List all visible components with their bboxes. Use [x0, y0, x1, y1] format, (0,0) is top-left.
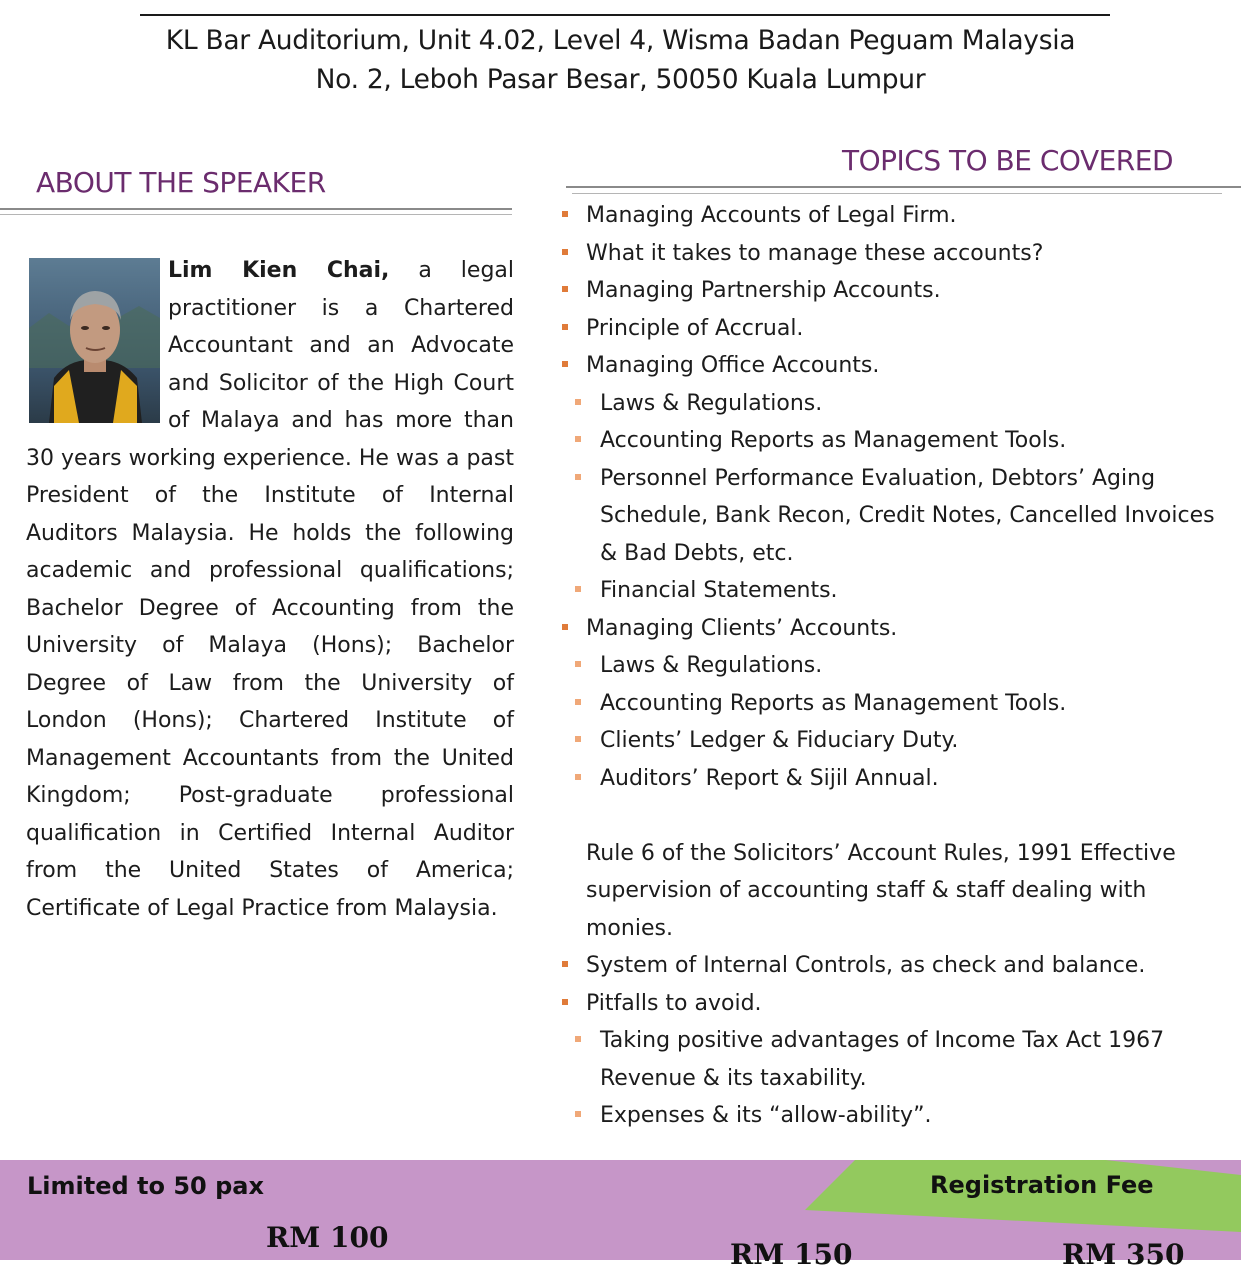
limited-pax-label: Limited to 50 pax	[27, 1172, 264, 1200]
bullet-icon	[575, 661, 581, 667]
topics-heading: TOPICS TO BE COVERED	[842, 144, 1174, 177]
topic-item: Pitfalls to avoid.	[560, 985, 1230, 1023]
topic-subitem: Clients’ Ledger & Fiduciary Duty.	[560, 722, 1230, 760]
top-divider	[140, 14, 1110, 16]
bullet-icon	[575, 1111, 581, 1117]
bullet-icon	[575, 399, 581, 405]
price-1: RM 100	[266, 1221, 389, 1254]
topics-list	[560, 197, 1230, 1135]
topic-subitem: Financial Statements.	[560, 572, 1230, 610]
topic-item: Managing Office Accounts.	[560, 347, 1230, 385]
topic-subitem: Expenses & its “allow-ability”.	[560, 1097, 1230, 1135]
about-divider-thin	[0, 214, 512, 215]
topic-subitem: Taking positive advantages of Income Tax Act 1967 Revenue & its taxability.	[560, 1022, 1230, 1097]
venue-line-2: No. 2, Leboh Pasar Besar, 50050 Kuala Lumpur	[315, 64, 926, 95]
topic-item: Managing Partnership Accounts.	[560, 272, 1230, 310]
bullet-icon	[575, 1036, 581, 1042]
topic-subitem: Accounting Reports as Management Tools.	[560, 422, 1230, 460]
speaker-photo	[29, 258, 160, 423]
bullet-icon	[575, 699, 581, 705]
speaker-bio-text: a legal practitioner is a Chartered Accountant and an Advocate and Solicitor of the High Court of Malaya and has more than 30 years working experience. He was a past President of the Institute of Internal Auditors Malaysia. He holds the following academic and professional qualifications; Bachelor Degree of Accounting from the University of Malaya (Hons); Bachelor Degree of Law from the University of London (Hons); Chartered Institute of Management Accountants from the United Kingdom; Post-graduate professional qualification in Certified Internal Auditor from the United States of America; Certificate of Legal Practice from Malaysia.	[26, 258, 515, 921]
topic-subitem: Laws & Regulations.	[560, 647, 1230, 685]
price-3: RM 350	[1062, 1238, 1185, 1271]
venue-line-1: KL Bar Auditorium, Unit 4.02, Level 4, Wisma Badan Peguam Malaysia	[165, 25, 1076, 56]
bullet-icon	[562, 324, 568, 330]
topic-note: Rule 6 of the Solicitors’ Account Rules, 1991 Effective supervision of accounting staff & staff dealing with monies.	[586, 840, 1176, 941]
bullet-icon	[562, 361, 568, 367]
topic-item: What it takes to manage these accounts?	[560, 235, 1230, 273]
bullet-icon	[562, 249, 568, 255]
bullet-icon	[562, 286, 568, 292]
topics-divider	[566, 186, 1241, 188]
speaker-name: Lim Kien Chai,	[168, 258, 390, 283]
topics-divider-thin	[572, 193, 1222, 194]
topic-item: Managing Clients’ Accounts.	[560, 610, 1230, 648]
topic-item: Managing Accounts of Legal Firm.	[560, 197, 1230, 235]
topic-item: System of Internal Controls, as check and balance.	[560, 947, 1230, 985]
registration-fee-label: Registration Fee	[930, 1171, 1154, 1199]
about-speaker-heading: ABOUT THE SPEAKER	[36, 166, 326, 199]
topic-subitem: Personnel Performance Evaluation, Debtors’ Aging Schedule, Bank Recon, Credit Notes, Cancelled Invoices & Bad Debts, etc.	[560, 460, 1230, 573]
bullet-icon	[575, 474, 581, 480]
topic-subitem: Laws & Regulations.	[560, 385, 1230, 423]
price-2: RM 150	[730, 1238, 853, 1271]
topic-subitem: Accounting Reports as Management Tools.	[560, 685, 1230, 723]
bullet-icon	[562, 961, 568, 967]
bullet-icon	[562, 624, 568, 630]
bullet-icon	[562, 211, 568, 217]
topic-item: Principle of Accrual.	[560, 310, 1230, 348]
topic-spacer	[560, 797, 1230, 835]
bullet-icon	[575, 436, 581, 442]
bullet-icon	[562, 999, 568, 1005]
bullet-icon	[575, 736, 581, 742]
topic-subitem: Auditors’ Report & Sijil Annual.	[560, 760, 1230, 798]
bullet-icon	[575, 586, 581, 592]
about-divider	[0, 208, 512, 210]
bullet-icon	[575, 774, 581, 780]
